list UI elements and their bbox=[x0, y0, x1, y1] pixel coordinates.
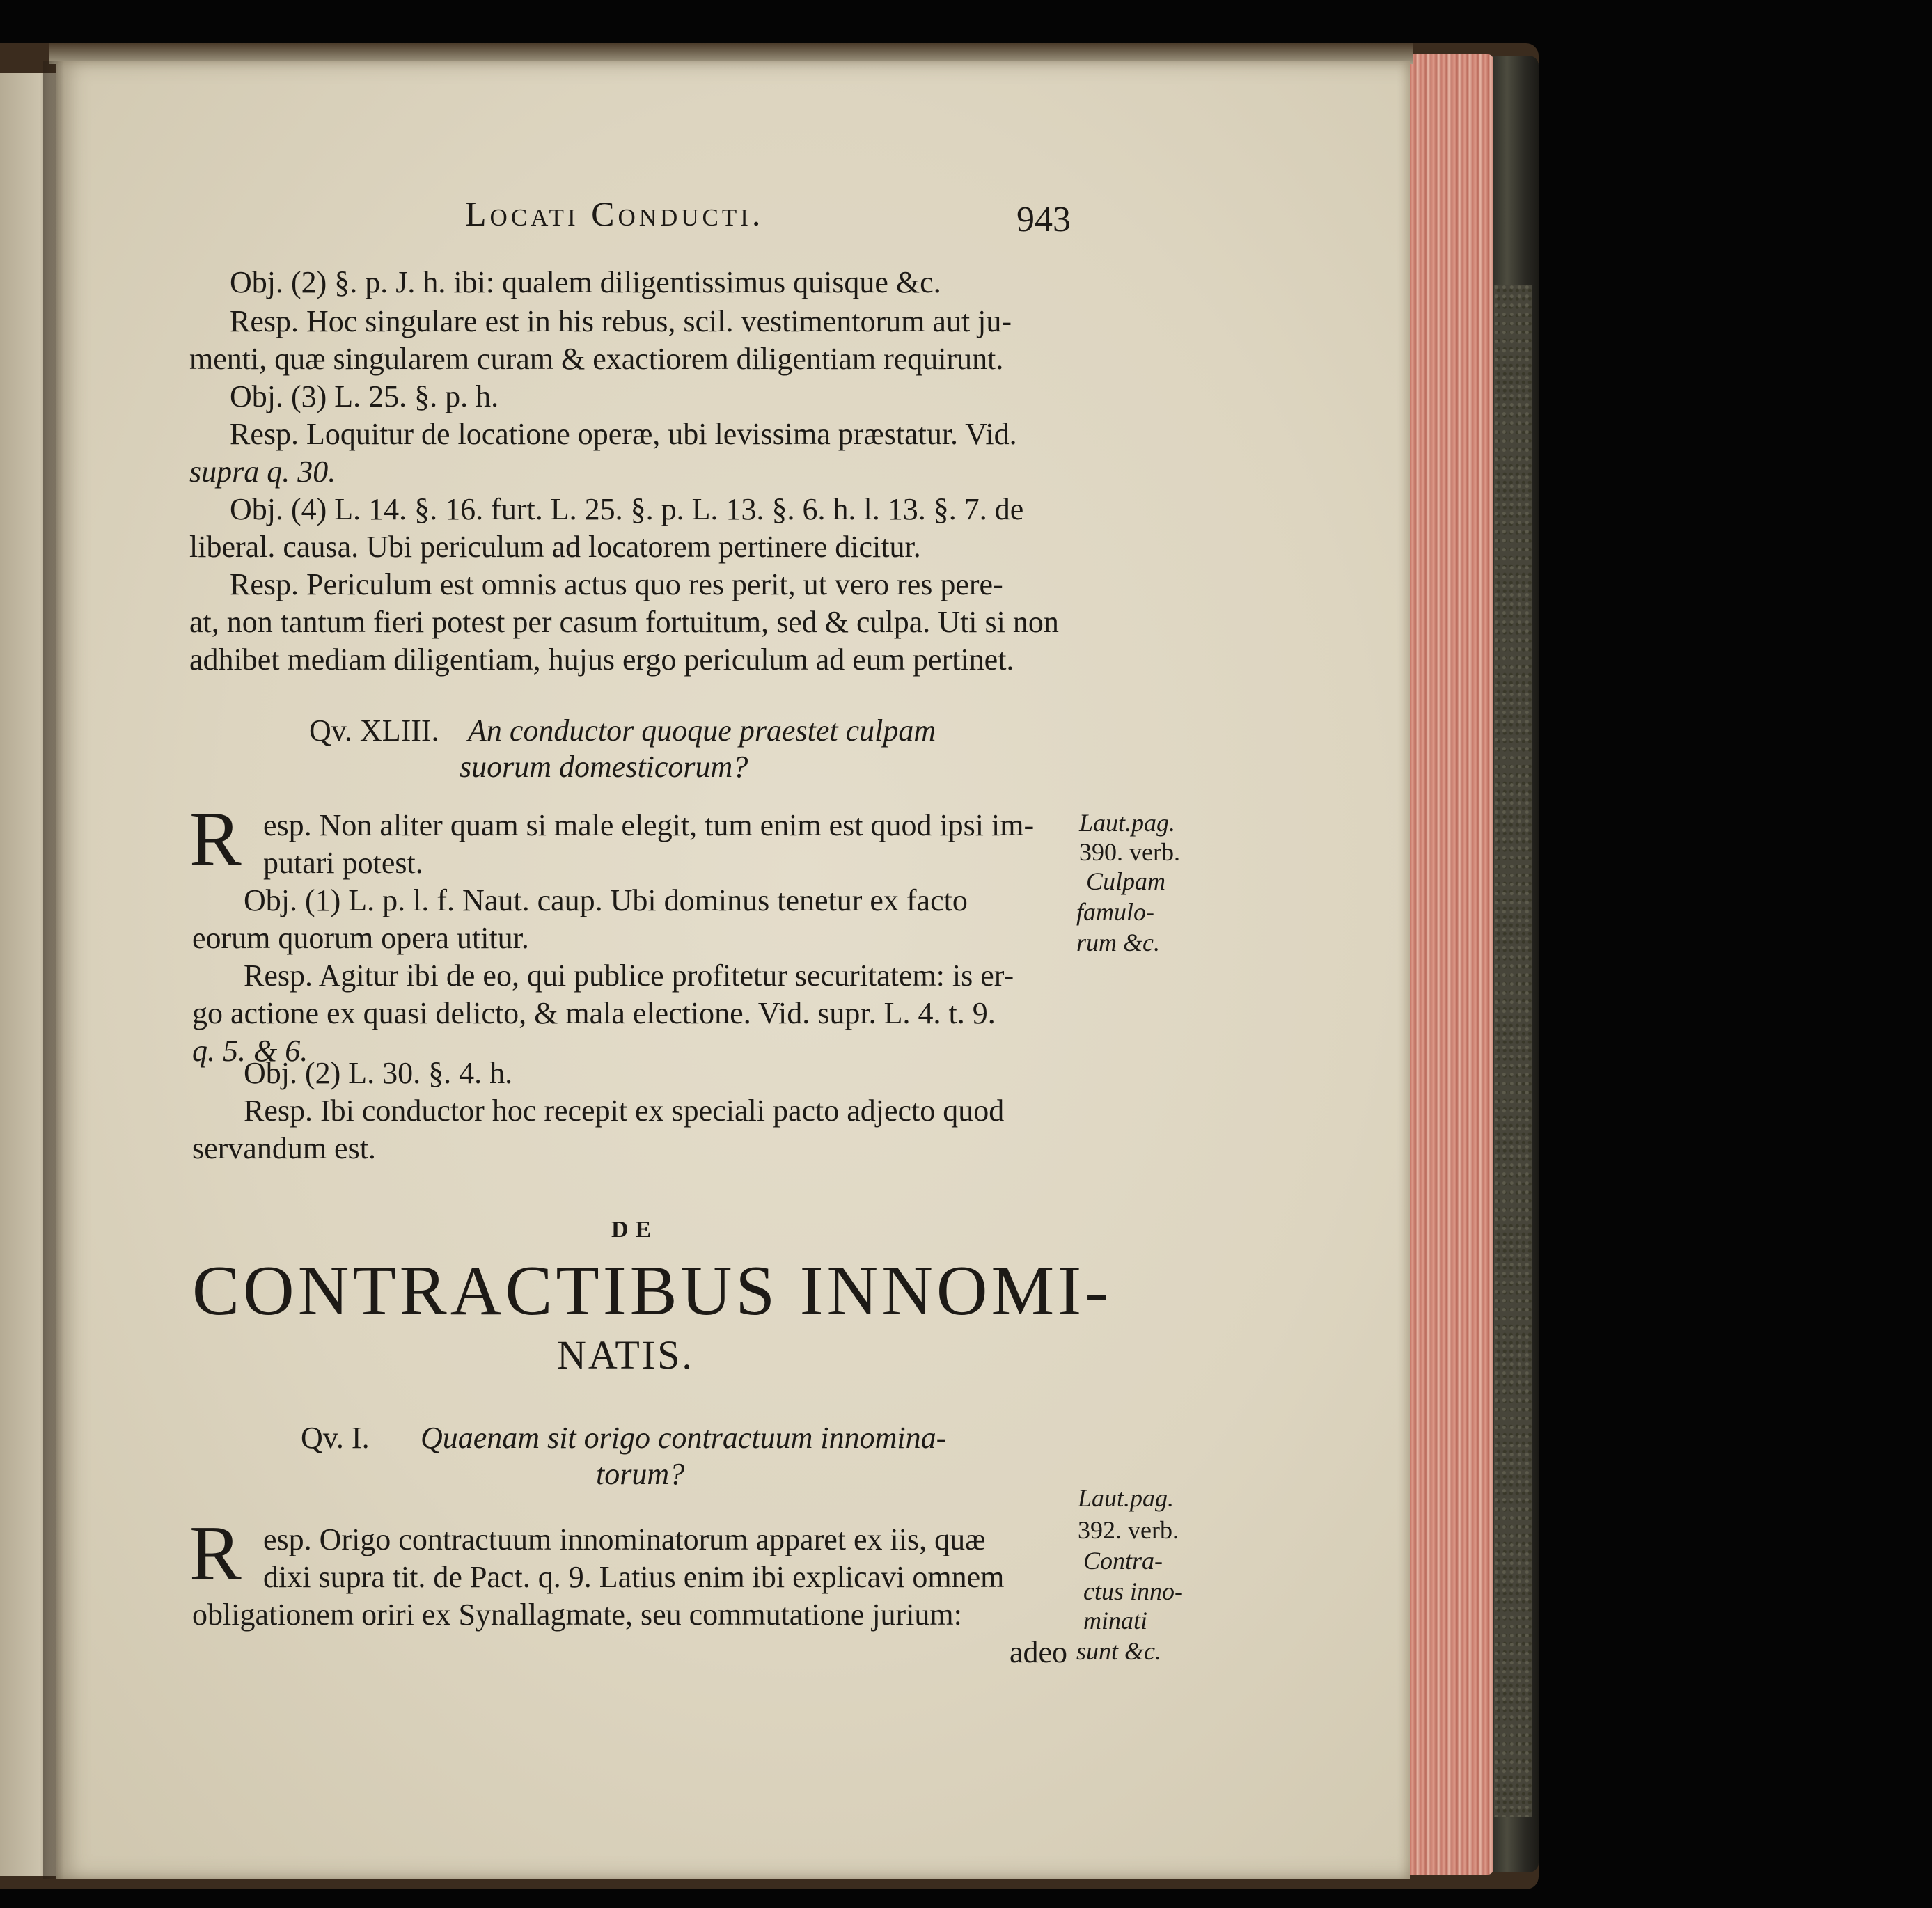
text-line: menti, quæ singularem curam & exactiorem diligentiam requirunt. bbox=[189, 342, 1004, 376]
text-line: Obj. (3) L. 25. §. p. h. bbox=[230, 379, 499, 413]
heading-sub: NATIS. bbox=[557, 1332, 694, 1378]
question-title: An conductor quoque praestet culpam bbox=[468, 713, 936, 748]
margin-note: Laut.pag. bbox=[1079, 809, 1176, 837]
question-title: suorum domesticorum? bbox=[460, 750, 748, 784]
text-line: Obj. (1) L. p. l. f. Naut. caup. Ubi dominus tenetur ex facto bbox=[244, 883, 968, 917]
text-line: obligationem oriri ex Synallagmate, seu commutatione jurium: bbox=[192, 1598, 962, 1632]
margin-note: sunt &c. bbox=[1076, 1637, 1161, 1665]
text-line: Obj. (4) L. 14. §. 16. furt. L. 25. §. p. L. 13. §. 6. h. l. 13. §. 7. de bbox=[230, 492, 1024, 526]
margin-note: Contra- bbox=[1083, 1547, 1163, 1575]
text-line: Resp. Loquitur de locatione operæ, ubi levissima præstatur. Vid. bbox=[230, 417, 1017, 451]
question-title: torum? bbox=[596, 1457, 685, 1491]
text-line: at, non tantum fieri potest per casum fortuitum, sed & culpa. Uti si non bbox=[189, 605, 1059, 639]
text-line: Resp. Agitur ibi de eo, qui publice profitetur securitatem: is er- bbox=[244, 959, 1014, 993]
text-line: Resp. Periculum est omnis actus quo res perit, ut vero res pere- bbox=[230, 567, 1003, 601]
text-line: Obj. (2) L. 30. §. 4. h. bbox=[244, 1056, 513, 1090]
text-line: Resp. Hoc singulare est in his rebus, scil. vestimentorum aut ju- bbox=[230, 304, 1012, 338]
text-line: supra q. 30. bbox=[189, 455, 336, 489]
text-line: adhibet mediam diligentiam, hujus ergo periculum ad eum pertinet. bbox=[189, 642, 1014, 677]
margin-note: Culpam bbox=[1086, 867, 1166, 895]
text-line: putari potest. bbox=[263, 846, 423, 880]
text-line: servandum est. bbox=[192, 1131, 376, 1165]
text-line: q. 5. & 6. bbox=[192, 1034, 308, 1068]
question-label: Qv. XLIII. bbox=[309, 713, 439, 748]
text-line: esp. Non aliter quam si male elegit, tum enim est quod ipsi im- bbox=[263, 808, 1035, 842]
margin-note: ctus inno- bbox=[1083, 1577, 1183, 1605]
drop-cap: R bbox=[189, 796, 242, 883]
text-line: esp. Origo contractuum innominatorum apparet ex iis, quæ bbox=[263, 1522, 986, 1556]
heading-main: CONTRACTIBUS INNOMI- bbox=[192, 1252, 1113, 1330]
margin-note: famulo- bbox=[1076, 898, 1154, 926]
margin-note: Laut.pag. bbox=[1078, 1484, 1175, 1512]
margin-note: minati bbox=[1083, 1607, 1148, 1634]
margin-note: 390. verb. bbox=[1079, 838, 1180, 866]
running-head-title: Locati Conducti. bbox=[465, 194, 764, 233]
margin-note: 392. verb. bbox=[1078, 1516, 1179, 1544]
text-line: liberal. causa. Ubi periculum ad locatorem pertinere dicitur. bbox=[189, 530, 921, 564]
text-line: eorum quorum opera utitur. bbox=[192, 921, 529, 955]
heading-de: DE bbox=[611, 1217, 659, 1243]
text-line: adeo bbox=[1010, 1635, 1068, 1669]
text-line: Obj. (2) §. p. J. h. ibi: qualem diligentissimus quisque &c. bbox=[230, 265, 941, 299]
drop-cap: R bbox=[189, 1511, 242, 1597]
question-label: Qv. I. bbox=[301, 1421, 370, 1455]
cover-texture bbox=[1494, 285, 1532, 1817]
text-line: Resp. Ibi conductor hoc recepit ex speciali pacto adjecto quod bbox=[244, 1094, 1005, 1128]
text-line: dixi supra tit. de Pact. q. 9. Latius enim ibi explicavi omnem bbox=[263, 1560, 1005, 1594]
question-title: Quaenam sit origo contractuum innomina- bbox=[421, 1421, 947, 1455]
gutter-shadow bbox=[43, 61, 64, 1879]
margin-note: rum &c. bbox=[1076, 929, 1160, 956]
page-number: 943 bbox=[1016, 200, 1071, 239]
text-line: go actione ex quasi delicto, & mala electione. Vid. supr. L. 4. t. 9. bbox=[192, 996, 996, 1030]
page-fore-edge bbox=[1399, 54, 1493, 1875]
